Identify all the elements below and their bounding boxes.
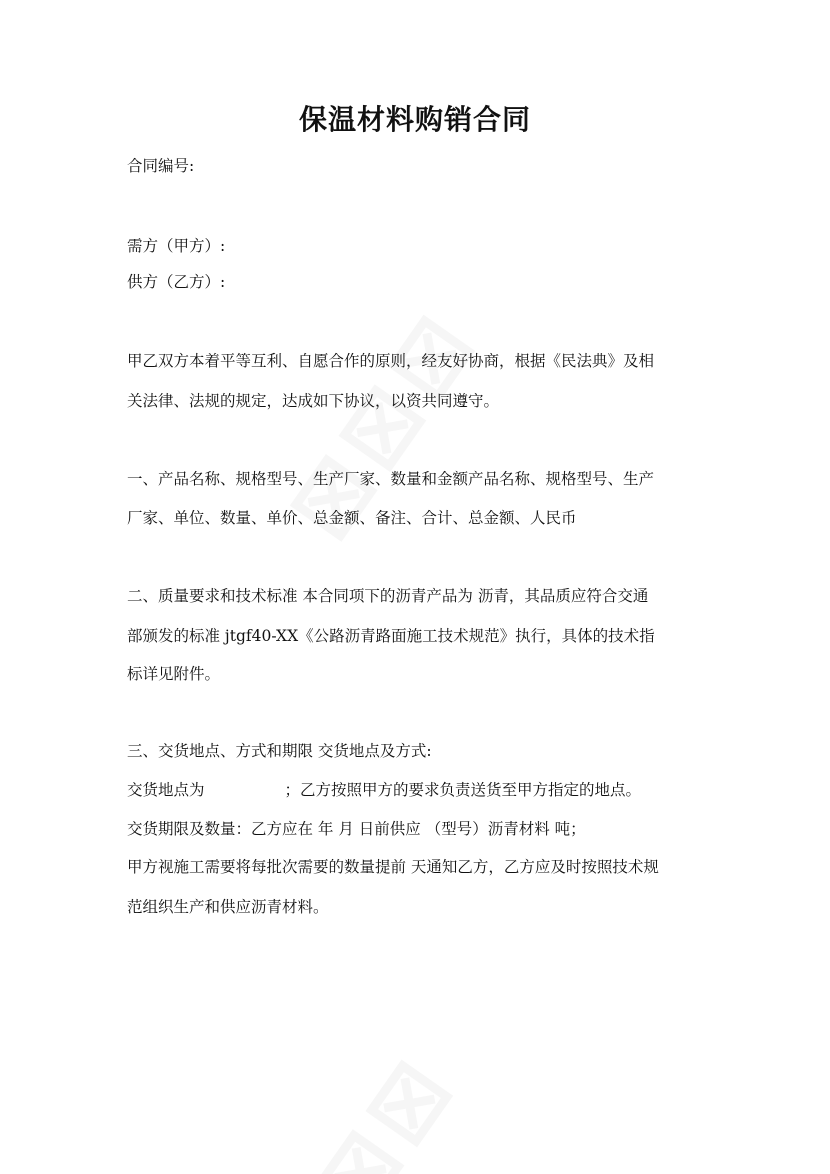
contract-title: 保温材料购销合同 [298,103,531,136]
delivery-period-line: 交货期限及数量：乙方应在 年 月 日前供应 （型号）沥青材料 吨； [127,820,586,838]
preamble-line-2: 关法律、法规的规定，达成如下协议，以资共同遵守。 [127,392,500,410]
section1-line-2: 厂家、单位、数量、单价、总金额、备注、合计、总金额、人民币 [127,509,577,527]
buyer-label: 需方（甲方）: [127,237,226,255]
section3-heading: 三、交货地点、方式和期限 交货地点及方式: [127,742,432,760]
section2-line-3: 标详见附件。 [127,665,221,683]
section1-line-1: 一、产品名称、规格型号、生产厂家、数量和金额产品名称、规格型号、生产 [127,470,655,488]
preamble-line-1: 甲乙双方本着平等互利、自愿合作的原则，经友好协商，根据《民法典》及相 [127,352,655,370]
notice-line-1: 甲方视施工需要将每批次需要的数量提前 天通知乙方，乙方应及时按照技术规 [127,858,659,876]
seller-label: 供方（乙方）: [127,273,226,291]
delivery-place-line [127,780,641,800]
delivery-place-prefix: 交货地点为 [127,781,205,799]
delivery-place-suffix: ；乙方按照甲方的要求负责送货至甲方指定的地点。 [284,781,642,799]
section2-line-1: 二、质量要求和技术标准 本合同项下的沥青产品为 沥青，其品质应符合交通 [127,587,649,605]
notice-line-2: 范组织生产和供应沥青材料。 [127,898,329,916]
watermark [292,1033,477,1174]
contract-number-label: 合同编号: [127,157,195,175]
section2-line-2: 部颁发的标准 jtgf40-XX《公路沥青路面施工技术规范》执行，具体的技术指 [127,627,655,645]
